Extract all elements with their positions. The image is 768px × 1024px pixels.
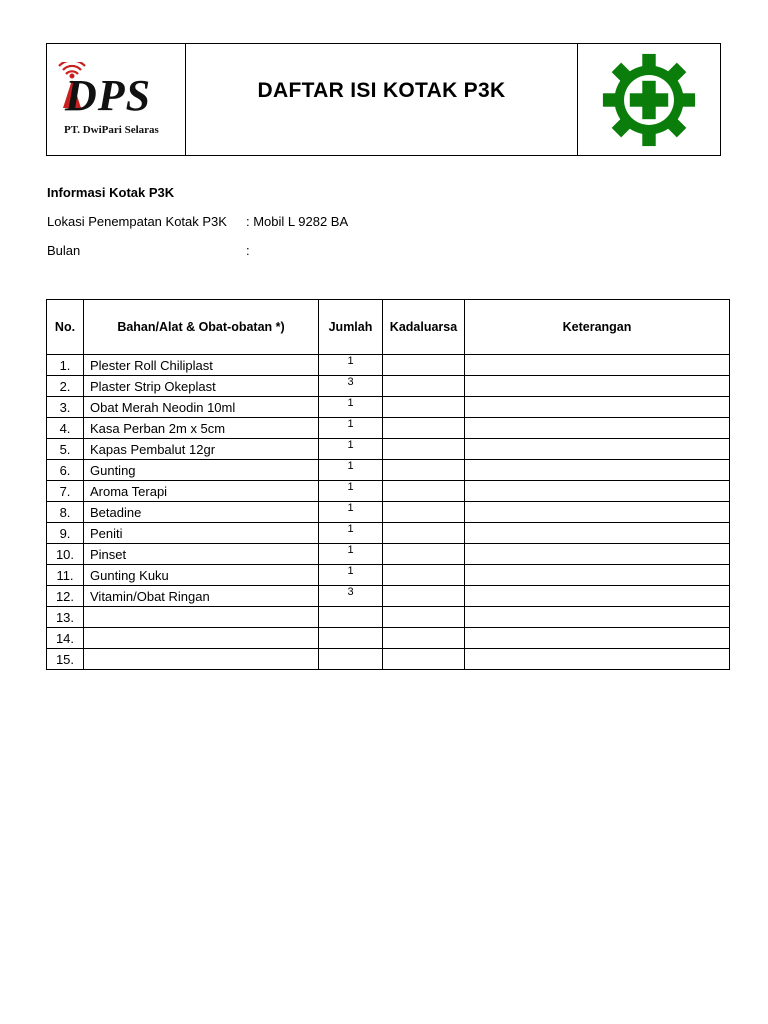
notes-cell (465, 376, 730, 397)
notes-cell (465, 460, 730, 481)
notes-cell (465, 544, 730, 565)
row-number-cell: 14. (47, 628, 84, 649)
expiry-date-cell (383, 376, 465, 397)
notes-cell (465, 355, 730, 376)
col-header-item: Bahan/Alat & Obat-obatan *) (84, 300, 319, 355)
notes-cell (465, 628, 730, 649)
item-quantity-cell (319, 628, 383, 649)
notes-cell (465, 607, 730, 628)
logo-text: DPS (65, 71, 152, 120)
item-name-cell (84, 649, 319, 670)
table-row (47, 544, 730, 565)
item-name-cell: Kasa Perban 2m x 5cm (84, 418, 319, 439)
table-row (47, 376, 730, 397)
table-row (47, 628, 730, 649)
row-number-cell: 11. (47, 565, 84, 586)
item-name-cell: Obat Merah Neodin 10ml (84, 397, 319, 418)
table-row (47, 460, 730, 481)
row-number-cell: 12. (47, 586, 84, 607)
table-row (47, 481, 730, 502)
company-logo (47, 44, 186, 155)
expiry-date-cell (383, 418, 465, 439)
safety-logo-cell (578, 44, 720, 155)
row-number-cell: 6. (47, 460, 84, 481)
first-aid-contents-table (46, 299, 730, 670)
table-row (47, 355, 730, 376)
table-header-row (47, 300, 730, 355)
item-quantity-cell: 1 (319, 544, 383, 565)
row-number-cell: 9. (47, 523, 84, 544)
item-quantity-cell: 1 (319, 481, 383, 502)
item-name-cell: Gunting (84, 460, 319, 481)
expiry-date-cell (383, 460, 465, 481)
item-name-cell: Gunting Kuku (84, 565, 319, 586)
item-name-cell: Plester Roll Chiliplast (84, 355, 319, 376)
notes-cell (465, 523, 730, 544)
item-name-cell: Pinset (84, 544, 319, 565)
green-gear-cross-icon (601, 52, 697, 148)
row-number-cell: 5. (47, 439, 84, 460)
item-quantity-cell (319, 607, 383, 628)
table-row (47, 397, 730, 418)
item-quantity-cell (319, 649, 383, 670)
item-quantity-cell: 1 (319, 565, 383, 586)
table-row (47, 439, 730, 460)
col-header-expiry: Kadaluarsa (383, 300, 465, 355)
location-value: : Mobil L 9282 BA (246, 214, 349, 229)
row-number-cell: 8. (47, 502, 84, 523)
item-name-cell: Aroma Terapi (84, 481, 319, 502)
item-name-cell: Plaster Strip Okeplast (84, 376, 319, 397)
notes-cell (465, 649, 730, 670)
page-title: DAFTAR ISI KOTAK P3K (257, 78, 506, 102)
expiry-date-cell (383, 628, 465, 649)
item-quantity-cell: 1 (319, 439, 383, 460)
month-value: : (246, 243, 250, 258)
item-name-cell (84, 628, 319, 649)
row-number-cell: 4. (47, 418, 84, 439)
notes-cell (465, 565, 730, 586)
item-quantity-cell: 1 (319, 355, 383, 376)
item-name-cell (84, 607, 319, 628)
row-number-cell: 2. (47, 376, 84, 397)
item-quantity-cell: 1 (319, 523, 383, 544)
item-quantity-cell: 1 (319, 397, 383, 418)
notes-cell (465, 418, 730, 439)
item-quantity-cell: 1 (319, 460, 383, 481)
row-number-cell: 1. (47, 355, 84, 376)
notes-cell (465, 502, 730, 523)
item-quantity-cell: 3 (319, 376, 383, 397)
expiry-date-cell (383, 565, 465, 586)
row-number-cell: 7. (47, 481, 84, 502)
table-row (47, 649, 730, 670)
item-quantity-cell: 1 (319, 502, 383, 523)
expiry-date-cell (383, 586, 465, 607)
item-name-cell: Kapas Pembalut 12gr (84, 439, 319, 460)
table-row (47, 523, 730, 544)
expiry-date-cell (383, 439, 465, 460)
info-section-title: Informasi Kotak P3K (47, 185, 175, 200)
row-number-cell: 15. (47, 649, 84, 670)
company-name: PT. DwiPari Selaras (64, 124, 159, 136)
item-name-cell: Peniti (84, 523, 319, 544)
item-quantity-cell: 3 (319, 586, 383, 607)
col-header-qty: Jumlah (319, 300, 383, 355)
col-header-notes: Keterangan (465, 300, 730, 355)
expiry-date-cell (383, 355, 465, 376)
expiry-date-cell (383, 502, 465, 523)
document-header (46, 43, 721, 156)
location-row (47, 214, 348, 229)
row-number-cell: 13. (47, 607, 84, 628)
month-row (47, 243, 250, 258)
item-quantity-cell: 1 (319, 418, 383, 439)
notes-cell (465, 439, 730, 460)
notes-cell (465, 481, 730, 502)
notes-cell (465, 397, 730, 418)
table-row (47, 565, 730, 586)
location-label: Lokasi Penempatan Kotak P3K (47, 214, 227, 229)
row-number-cell: 10. (47, 544, 84, 565)
expiry-date-cell (383, 523, 465, 544)
month-label: Bulan (47, 243, 81, 258)
title-cell (186, 44, 578, 155)
notes-cell (465, 586, 730, 607)
row-number-cell: 3. (47, 397, 84, 418)
table-row (47, 502, 730, 523)
col-header-no: No. (47, 300, 84, 355)
table-row (47, 586, 730, 607)
item-name-cell: Vitamin/Obat Ringan (84, 586, 319, 607)
expiry-date-cell (383, 649, 465, 670)
expiry-date-cell (383, 607, 465, 628)
item-name-cell: Betadine (84, 502, 319, 523)
table-row (47, 418, 730, 439)
expiry-date-cell (383, 481, 465, 502)
table-row (47, 607, 730, 628)
expiry-date-cell (383, 397, 465, 418)
expiry-date-cell (383, 544, 465, 565)
